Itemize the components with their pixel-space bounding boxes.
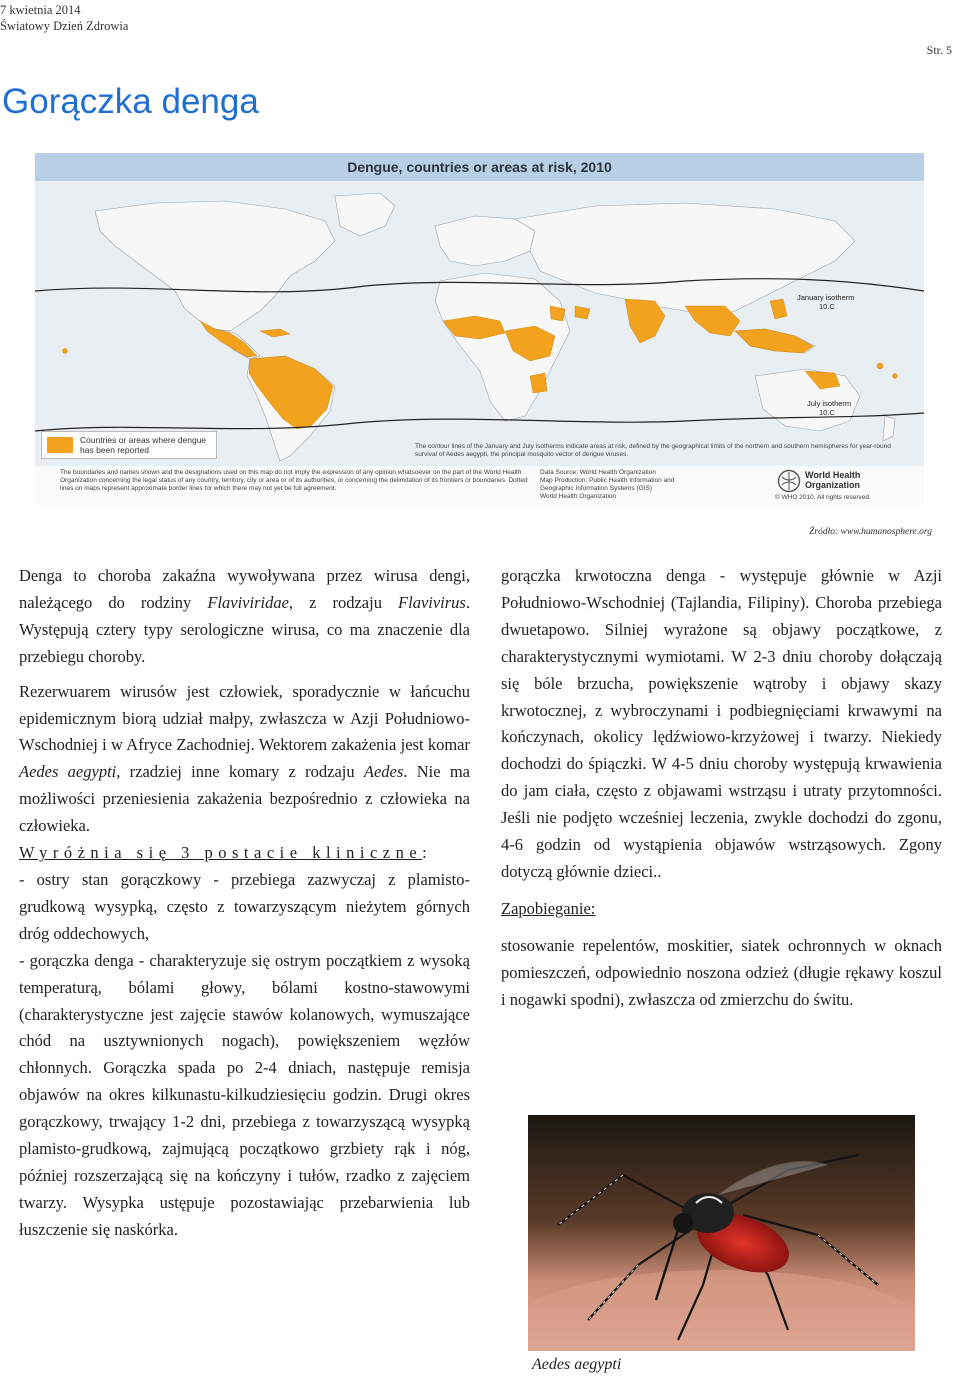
dengue-risk-map (35, 153, 924, 505)
intro-paragraph: Denga to choroba zakaźna wywoływana przez wirusa dengi, należącego do rodziny Flaviviridae, z rodzaju Flavivirus. Występują cztery typy serologiczne wirusa, co ma znaczenie dla przebiegu choroby. (19, 566, 470, 666)
who-name: World Health Organization (805, 470, 861, 490)
right-column (501, 563, 942, 1014)
prevention-heading: Zapobieganie: (501, 898, 596, 918)
reservoir-paragraph: Rezerwuarem wirusów jest człowiek, sporadycznie w łańcuchu epidemicznym biorą udział małpy, zwłaszcza w Azji Południowo-Wschodniej i w Afryce Zachodniej. Wektorem zakażenia jest komar Aedes aegypti, rzadziej inne komary z rodzaju Aedes. Nie ma możliwości przeniesienia zakażenia bezpośrednio z człowieka na człowieka. (19, 681, 470, 836)
isotherm-january-label: January isotherm 10.C (797, 293, 855, 311)
page-header (0, 2, 128, 34)
legend-label: Countries or areas where dengue has been reported (80, 435, 207, 455)
world-map-svg (35, 181, 924, 466)
map-contour-note: The contour lines of the January and July isotherms indicate areas at risk, defined by the geographical limits of the northern and southern hemispheres for year-round survival of Aedes aegypti, the principal mosquito vector of dengue viruses. (415, 443, 891, 458)
mosquito-photo (528, 1115, 915, 1351)
left-column (19, 563, 470, 1244)
who-logo-icon (777, 469, 801, 493)
clinical-form-1: - ostry stan gorączkowy - przebiega zazwyczaj z plamisto-grudkową wysypką, często z towarzyszącym nieżytem górnych dróg oddechowych, (19, 869, 470, 943)
isotherm-july-label: July isotherm 10.C (807, 399, 852, 417)
map-title: Dengue, countries or areas at risk, 2010 (347, 159, 612, 175)
legend-swatch (47, 437, 73, 453)
prevention-paragraph: stosowanie repelentów, moskitier, siatek ochronnych w oknach pomieszczeń, odpowiednio noszona odzież (długie rękawy koszul i nogawki spodni), zwłaszcza od zmierzchu do świtu. (501, 935, 942, 1009)
mosquito-head (673, 1213, 693, 1233)
photo-caption: Aedes aegypti (532, 1356, 622, 1373)
mosquito-image-svg (528, 1115, 915, 1351)
image-source: Źródło: www.humanosphere.org (809, 527, 932, 537)
map-copyright: © WHO 2010. All rights reserved. (775, 494, 871, 501)
map-disclaimer: The boundaries and names shown and the designations used on this map do not imply the expression of any opinion whatsoever on the part of the World Health Organization concerning the legal status of any country, territory, city or area or of its authorities, or concerning the delimitation of its frontiers or boundaries. Dotted lines on maps represent approximate border lines for which there may not yet be full agreement. (60, 469, 528, 492)
header-event: Światowy Dzień Zdrowia (0, 19, 129, 33)
map-footer (35, 466, 924, 505)
hemorrhagic-fever-paragraph: gorączka krwotoczna denga - występuje głównie w Azji Południowo-Wschodniej (Tajlandia, Filipiny). Choroba przebiega dwuetapowo. Silniej wyrażone są objawy początkowe, z charakterystycznymi wymiotami. W 2-3 dniu choroby dołączają się bóle brzucha, powiększenie wątroby i objawy skazy krwotocznej, z wybroczynami i podbiegnięciami krwawymi na kończynach, okolicy lędźwiowo-krzyżowej i twarzy. Niekiedy dochodzi do śpiączki. W 4-5 dniu choroby występują krwawienia do jam ciała, często z objawami wstrząsu i utraty przytomności. Jeśli nie podjęto wcześniej leczenia, zwykle dochodzi do zgonu, 4-6 godzin od wystąpienia objawów wstrząsowych. Zgony dotyczą głównie dzieci.. (501, 566, 942, 881)
clinical-forms-lead: Wyróżnia się 3 postacie kliniczne (19, 843, 423, 863)
clinical-forms-paragraph: Wyróżnia się 3 postacie kliniczne: (19, 843, 427, 863)
clinical-form-2: - gorączka denga - charakteryzuje się ostrym początkiem z wysoką temperaturą, bólami głowy, bólami kostno-stawowymi (charakterystyczne jest zajęcie stawów kolanowych, wymuszające chód na usztywnionych nogach), powiększeniem węzłów chłonnych. Gorączka spada po 2-4 dniach, następuje remisja objawów na okres kilkunastu-kilkudziesięciu godzin. Drugi okres gorączkowy, trwający 1-2 dni, przebiega z towarzyszącą wysypką plamisto-grudkową, zajmującą początkowo grzbiety rąk i nóg, później rozszerzającą się na kończyny i tułów, rzadko z zajęciem twarzy. Wysypka ustępuje pozostawiając przebarwienia lub łuszczenie się naskórka. (19, 950, 470, 1239)
map-ocean (35, 181, 924, 466)
page-title: Gorączka denga (2, 82, 259, 121)
map-credits: Data Source: World Health Organization Map Production: Public Health Information and Geographic Information Systems (GIS) World Health Organization (540, 469, 675, 500)
page-number: Str. 5 (926, 43, 952, 57)
header-date: 7 kwietnia 2014 (0, 3, 81, 17)
map-legend (41, 431, 217, 459)
